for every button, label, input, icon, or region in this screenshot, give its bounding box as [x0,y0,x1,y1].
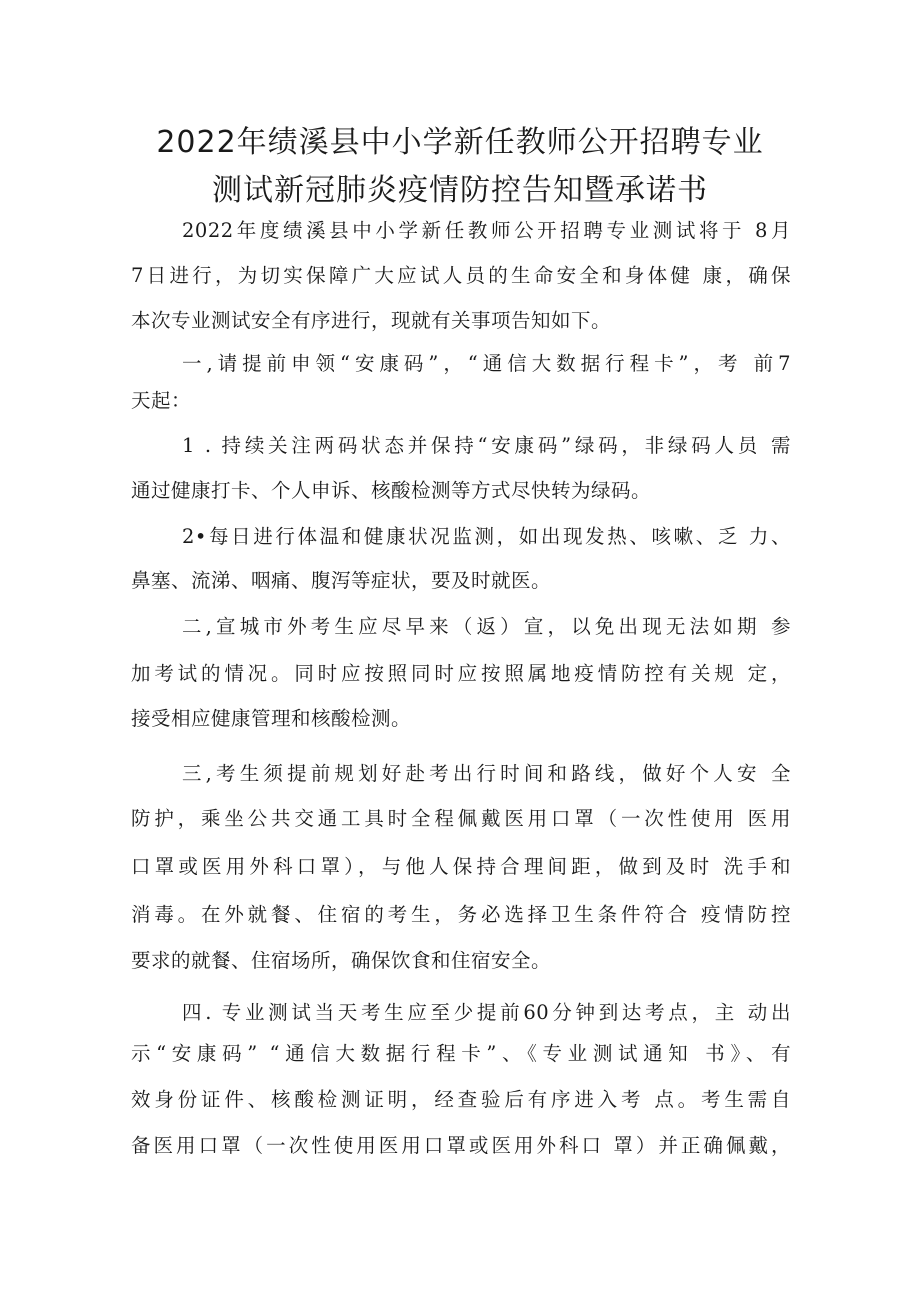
body-line: 防护，乘坐公共交通工具时全程佩戴医用口罩（一次性使用 医用 [131,807,791,830]
body-line: 二,宣城市外考生应尽早来（返）宣，以免出现无法如期 参 [182,615,791,638]
body-line: 天起： [131,389,192,412]
body-line: 要求的就餐、住宿场所，确保饮食和住宿安全。 [131,949,552,972]
body-line: 示“安康码” “通信大数据行程卡”、《专业测试通知 书》、有 [131,1042,791,1065]
body-line: 7日进行，为切实保障广大应试人员的生命安全和身体健 康，确保 [131,264,791,287]
body-line: 2022年度绩溪县中小学新任教师公开招聘专业测试将于 8月 [182,219,791,242]
body-line: 消毒。在外就餐、住宿的考生，务必选择卫生条件符合 疫情防控 [131,903,791,926]
body-line: 通过健康打卡、个人申诉、核酸检测等方式尽快转为绿码。 [131,479,652,502]
body-line: 效身份证件、核酸检测证明，经查验后有序进入考 点。考生需自 [131,1088,791,1111]
body-line: 三,考生须提前规划好赴考出行时间和路线，做好个人安 全 [182,762,791,785]
body-line: 加考试的情况。同时应按照同时应按照属地疫情防控有关规 定， [131,662,791,685]
body-line: 接受相应健康管理和核酸检测。 [131,707,412,730]
body-line: 本次专业测试安全有序进行，现就有关事项告知如下。 [131,309,612,332]
document-title-line-1: 2022年绩溪县中小学新任教师公开招聘专业 [156,125,764,160]
body-line: 口罩或医用外科口罩），与他人保持合理间距，做到及时 洗手和 [131,855,791,878]
body-line: 2•每日进行体温和健康状况监测，如出现发热、咳嗽、乏 力、 [182,525,791,548]
body-line: 一,请提前申领“安康码”，“通信大数据行程卡”，考 前7 [182,352,791,375]
body-line: 鼻塞、流涕、咽痛、腹泻等症状，要及时就医。 [131,569,552,592]
body-line: 四. 专业测试当天考生应至少提前60分钟到达考点，主 动出 [182,1001,791,1024]
body-line: 备医用口罩（一次性使用医用口罩或医用外科口 罩）并正确佩戴， [131,1134,791,1157]
body-line: 1 . 持续关注两码状态并保持“安康码”绿码，非绿码人员 需 [182,434,791,457]
document-title-line-2: 测试新冠肺炎疫情防控告知暨承诺书 [212,173,708,208]
